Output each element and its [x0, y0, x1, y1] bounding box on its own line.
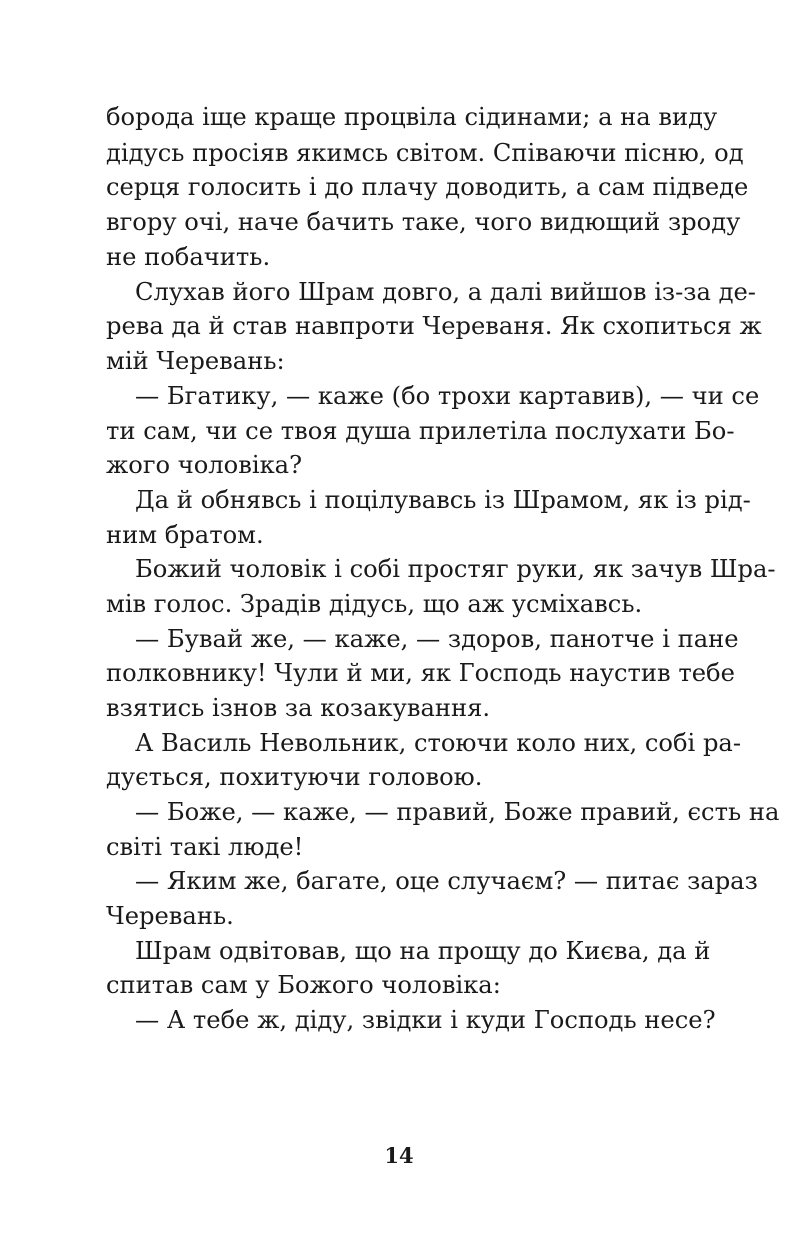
- text-line: — А тебе ж, діду, звідки і куди Господь несе?: [135, 1006, 716, 1034]
- text-line: полковнику! Чули й ми, як Господь наустив тебе: [106, 659, 735, 687]
- text-line: серця голосить і до плачу доводить, а сам підведе: [106, 173, 749, 201]
- text-line: Шрам одвітовав, що на прощу до Києва, да й: [135, 937, 711, 965]
- text-line: світі такі люде!: [106, 833, 304, 861]
- text-line: — Бгатику, — каже (бо трохи картавив), — чи се: [135, 382, 760, 410]
- text-line: — Бувай же, — каже, — здоров, панотче і пане: [135, 625, 739, 653]
- text-line: мів голос. Зрадів дідусь, що аж усміхавсь.: [106, 590, 643, 618]
- text-line: Да й обнявсь і поцілувавсь із Шрамом, як із рід-: [135, 486, 751, 514]
- text-line: рева да й став навпроти Череваня. Як схопиться ж: [106, 312, 762, 340]
- text-line: мій Черевань:: [106, 347, 285, 375]
- text-line: ти сам, чи се твоя душа прилетіла послухати Бо-: [106, 417, 735, 445]
- text-line: ним братом.: [106, 521, 264, 549]
- page-number: 14: [384, 1143, 414, 1168]
- text-line: борода іще краще процвіла сідинами; а на виду: [106, 103, 718, 131]
- text-line: взятись ізнов за козакування.: [106, 694, 491, 722]
- text-line: дідусь просіяв якимсь світом. Співаючи пісню, од: [106, 139, 744, 167]
- text-line: А Василь Невольник, стоючи коло них, собі ра-: [135, 729, 742, 757]
- text-line: — Боже, — каже, — правий, Боже правий, єсть на: [135, 798, 780, 826]
- text-line: Слухав його Шрам довго, а далі вийшов із-за де-: [135, 278, 756, 306]
- text-line: не побачить.: [106, 243, 271, 271]
- text-line: спитав сам у Божого чоловіка:: [106, 971, 501, 999]
- text-line: Божий чоловік і собі простяг руки, як зачув Шра-: [135, 555, 776, 583]
- text-line: вгору очі, наче бачить таке, чого видющий зроду: [106, 208, 741, 236]
- text-line: Черевань.: [106, 902, 234, 930]
- text-line: дується, похитуючи головою.: [106, 763, 483, 791]
- text-line: жого чоловіка?: [106, 451, 303, 479]
- text-line: — Яким же, багате, оце случаєм? — питає зараз: [135, 867, 758, 895]
